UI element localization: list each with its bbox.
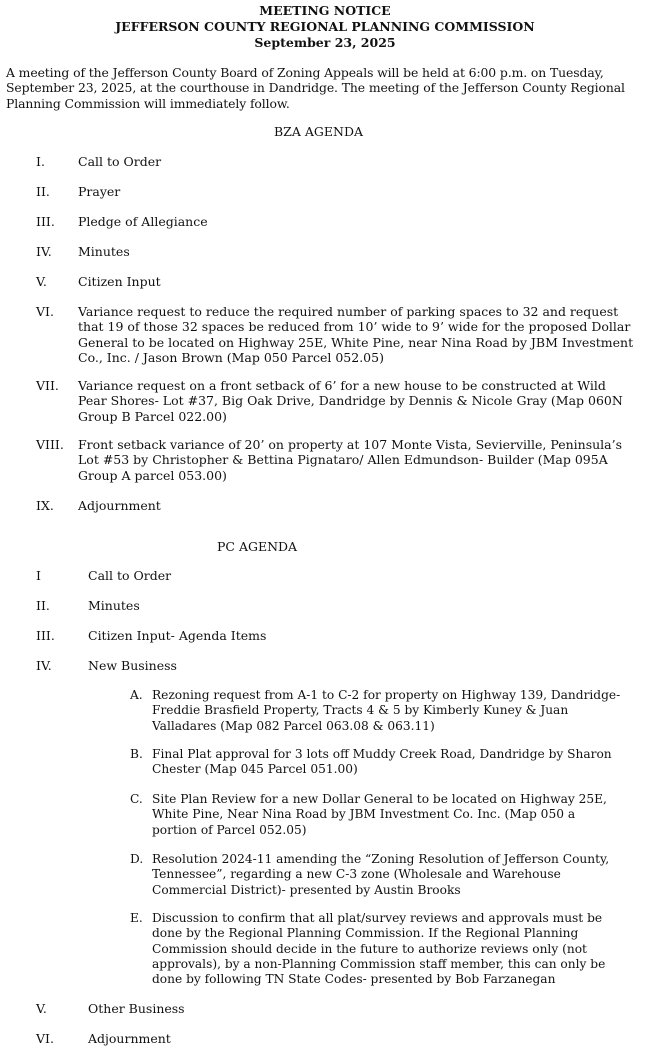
pc-item-number: VI. [36,1031,54,1046]
pc-item-number: V. [36,1001,47,1016]
new-business-letter: A. [130,688,143,702]
pc-agenda-heading: PC AGENDA [217,539,298,554]
pc-item-text: New Business [88,658,177,673]
pc-item-number: IV. [36,658,52,673]
bza-item-number: I. [36,154,45,169]
bza-agenda-heading: BZA AGENDA [274,124,363,139]
new-business-letter: B. [130,747,143,761]
meeting-date: September 23, 2025 [254,35,396,50]
bza-item-text: Variance request to reduce the required number of parking spaces to 32 and request that 19 of those 32 spaces be reduced from 10’ wide to 9’ wide for the proposed Dollar General to be located on Highway 25E, White Pine, near Nina Road by JBM Investment Co., Inc. / Jason Brown (Map 050 Parcel 052.05) [78,304,634,365]
notice-title: MEETING NOTICE [259,3,391,18]
bza-item-number: VII. [36,378,59,393]
bza-item-number: IV. [36,244,52,259]
new-business-text: Discussion to confirm that all plat/survey reviews and approvals must be done by the Regional Planning Commission. If the Regional Planning Commission should decide in the future to authorize reviews only (not approvals), by a non-Planning Commission staff member, this can only be done by following TN State Codes- presented by Bob Farzanegan [152,911,606,987]
pc-item-text: Call to Order [88,568,172,583]
new-business-letter: E. [130,911,143,925]
bza-item-text: Adjournment [78,498,161,513]
bza-item-number: VIII. [36,437,64,452]
bza-item-text: Front setback variance of 20’ on property at 107 Monte Vista, Sevierville, Peninsula’s Lot #53 by Christopher & Bettina Pignataro/ Allen Edmundson- Builder (Map 095A Group A parcel 053.00) [78,437,623,483]
bza-item-text: Pledge of Allegiance [78,214,208,229]
new-business-text: Final Plat approval for 3 lots off Muddy Creek Road, Dandridge by Sharon Chester (Map 045 Parcel 051.00) [152,747,612,777]
new-business-letter: D. [130,852,144,866]
pc-item-text: Other Business [88,1001,185,1016]
intro-paragraph: A meeting of the Jefferson County Board of Zoning Appeals will be held at 6:00 p.m. on Tuesday, September 23, 2025, at the courthouse in Dandridge. The meeting of the Jefferson County Regional Planning Commission will immediately follow. [6,65,625,111]
new-business-text: Resolution 2024-11 amending the “Zoning Resolution of Jefferson County, Tennessee”, regarding a new C-3 zone (Wholesale and Warehouse Commercial District)- presented by Austin Brooks [152,852,610,897]
pc-item-number: II. [36,598,50,613]
bza-item-text: Citizen Input [78,274,161,289]
bza-item-number: VI. [36,304,54,319]
pc-item-number: I [36,568,41,583]
bza-item-text: Prayer [78,184,121,199]
bza-item-text: Call to Order [78,154,162,169]
bza-item-number: II. [36,184,50,199]
bza-item-number: V. [36,274,47,289]
bza-item-number: IX. [36,498,54,513]
commission-title: JEFFERSON COUNTY REGIONAL PLANNING COMMISSION [115,19,535,34]
new-business-text: Site Plan Review for a new Dollar General to be located on Highway 25E, White Pine, Near Nina Road by JBM Investment Co. Inc. (Map 050 a portion of Parcel 052.05) [152,792,607,837]
new-business-letter: C. [130,792,143,806]
pc-item-text: Minutes [88,598,140,613]
bza-item-number: III. [36,214,55,229]
pc-item-text: Citizen Input- Agenda Items [88,628,267,643]
new-business-text: Rezoning request from A-1 to C-2 for property on Highway 139, Dandridge- Freddie Brasfield Property, Tracts 4 & 5 by Kimberly Kuney & Juan Valladares (Map 082 Parcel 063.08 & 063.11) [152,688,621,733]
pc-item-number: III. [36,628,55,643]
bza-item-text: Minutes [78,244,130,259]
pc-item-text: Adjournment [88,1031,171,1046]
bza-item-text: Variance request on a front setback of 6’ for a new house to be constructed at Wild Pear Shores- Lot #37, Big Oak Drive, Dandridge by Dennis & Nicole Gray (Map 060N Group B Parcel 022.00) [78,378,623,424]
